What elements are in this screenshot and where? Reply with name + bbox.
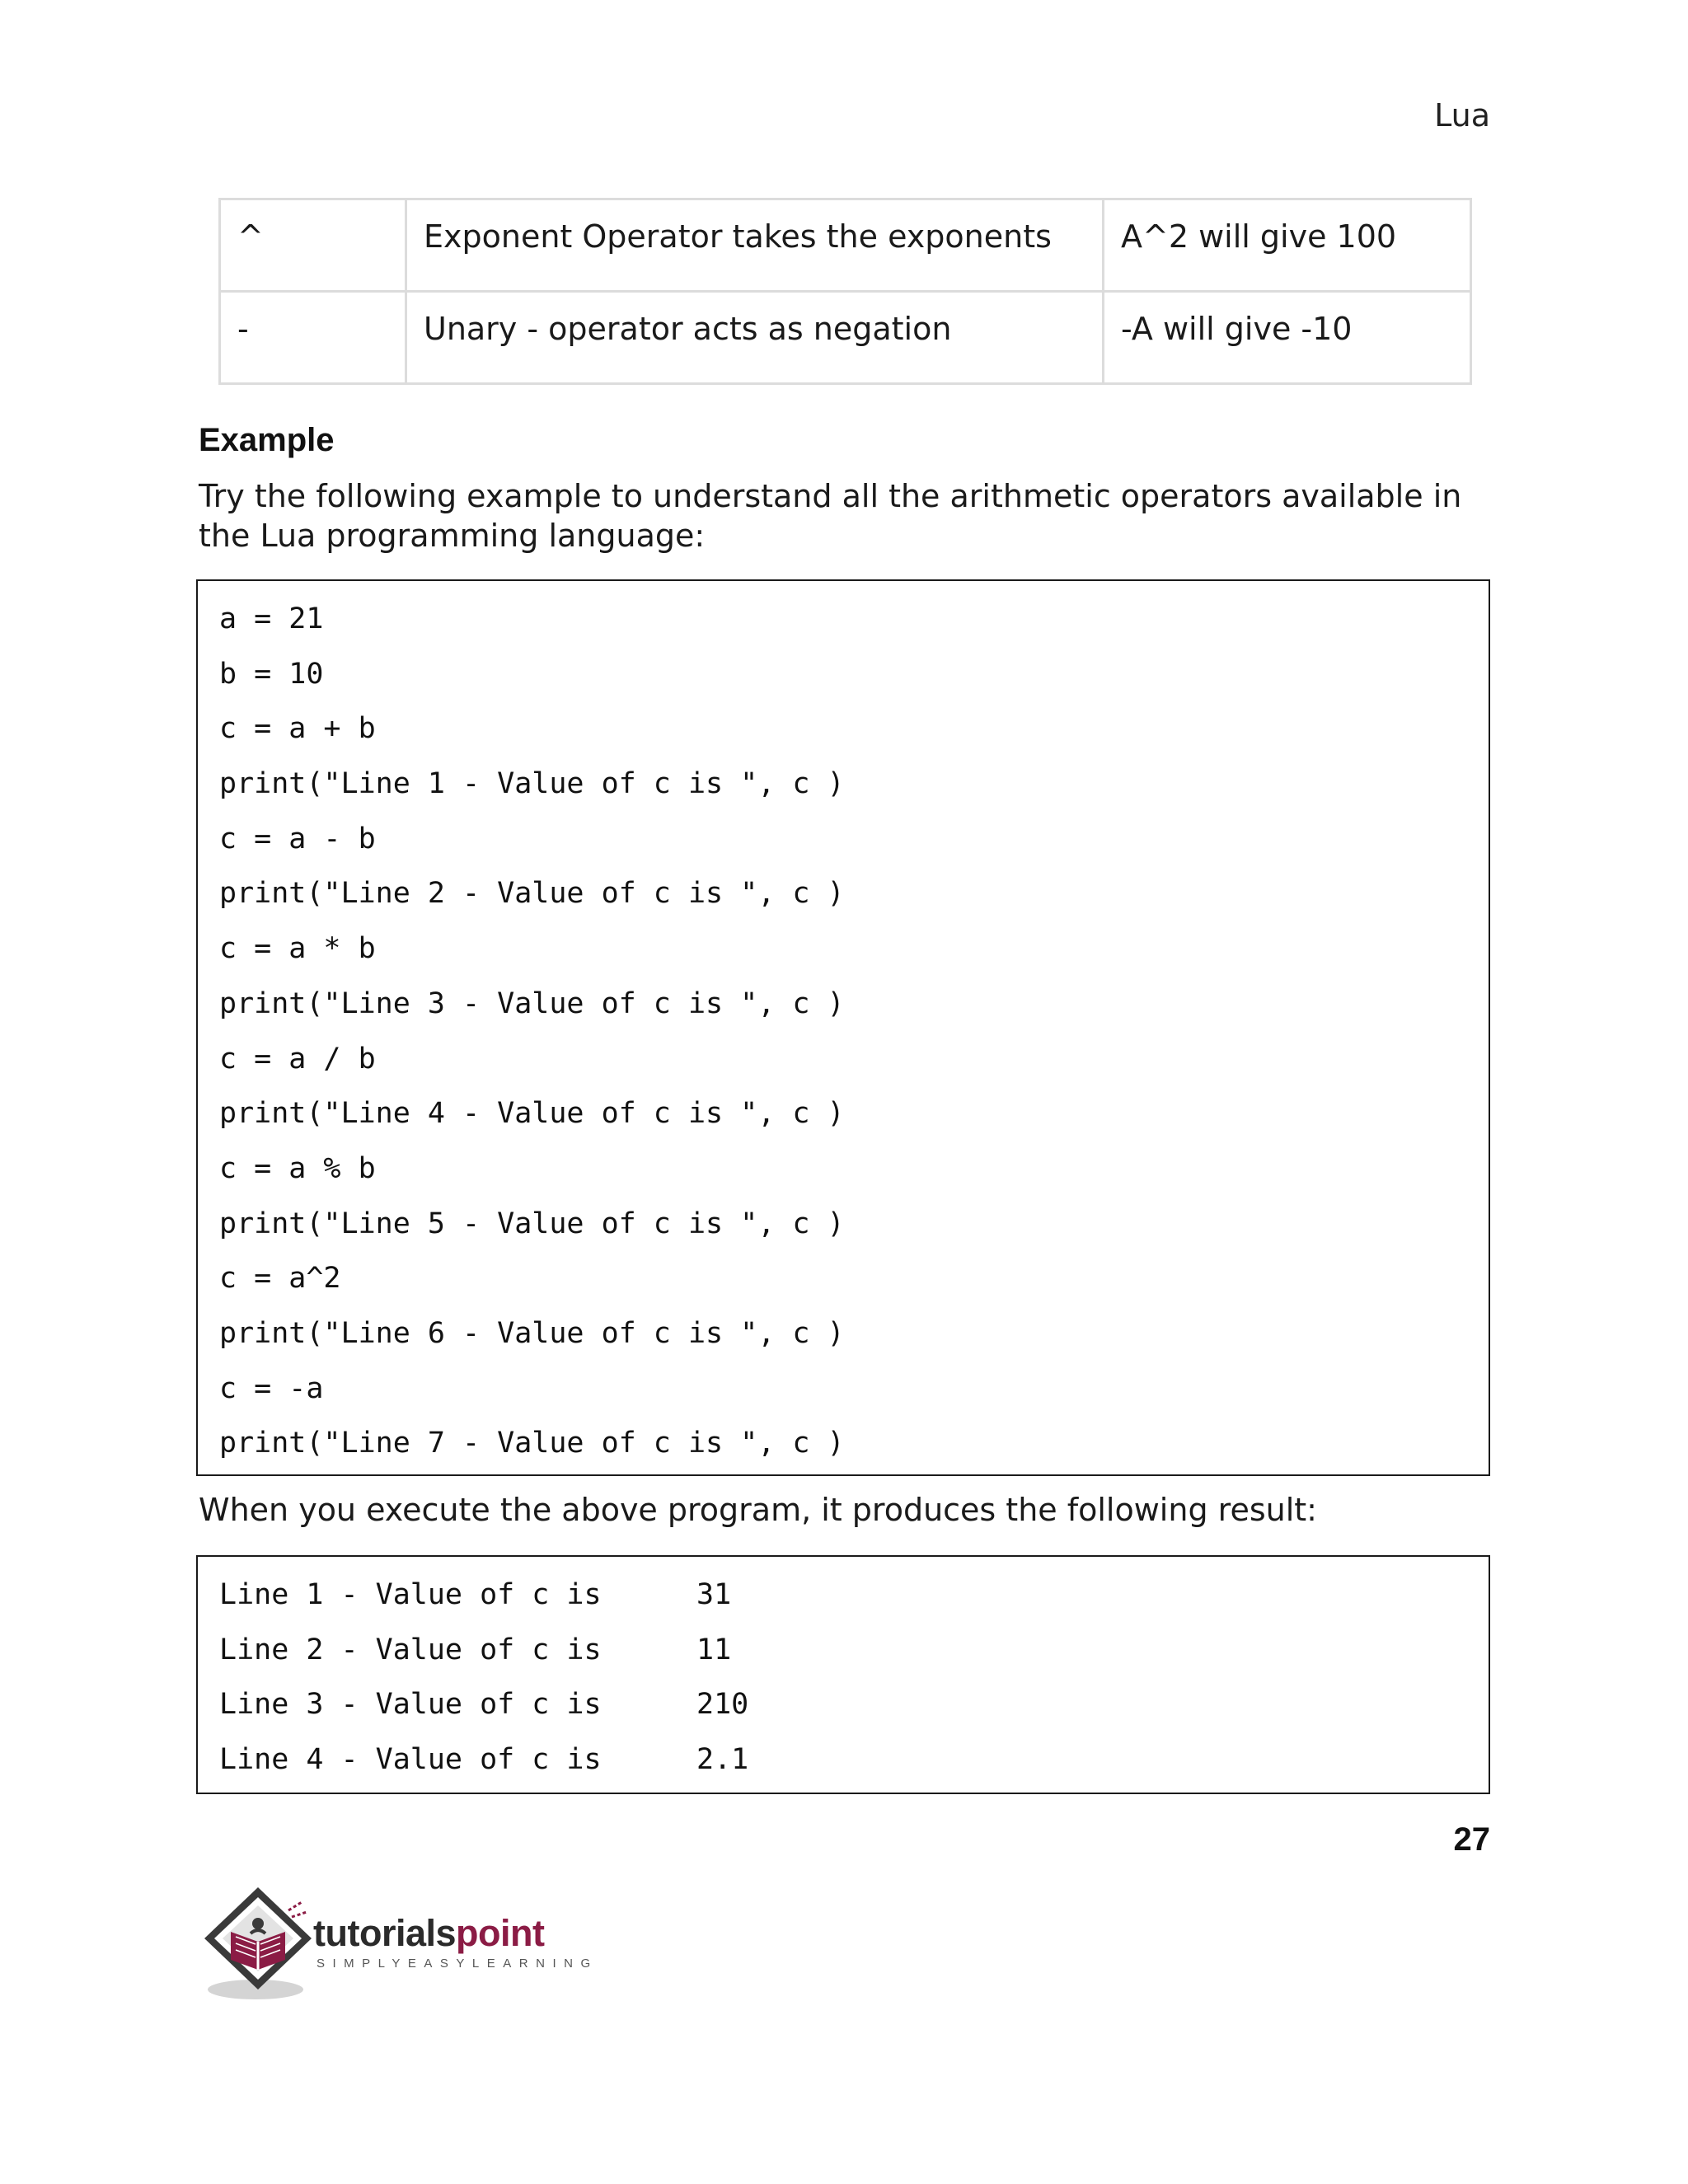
- output-value: 11: [696, 1633, 732, 1666]
- code-line: a = 21: [219, 602, 324, 635]
- example-cell: A^2 will give 100: [1104, 199, 1471, 292]
- logo-tagline: SIMPLYEASYLEARNING: [316, 1957, 598, 1971]
- logo-wordmark: [313, 1912, 544, 1955]
- output-line: [219, 1738, 1489, 1793]
- operator-cell: -: [220, 292, 406, 384]
- table-row: [220, 292, 1471, 384]
- code-line: c = a % b: [219, 1151, 376, 1185]
- output-value: 210: [696, 1688, 749, 1722]
- section-heading: Example: [199, 422, 335, 458]
- code-line: c = a^2: [219, 1262, 341, 1296]
- page-header-title: Lua: [1434, 97, 1490, 134]
- output-line: [219, 1629, 1489, 1684]
- code-line: print("Line 1 - Value of c is ", c ): [219, 767, 845, 801]
- tutorialspoint-logo: [196, 1881, 608, 2004]
- code-line: print("Line 3 - Value of c is ", c ): [219, 987, 845, 1020]
- code-line: print("Line 2 - Value of c is ", c ): [219, 877, 845, 911]
- page-number: 27: [1453, 1821, 1490, 1858]
- operator-table: [218, 198, 1472, 385]
- operator-cell: ^: [220, 199, 406, 292]
- code-line: print("Line 5 - Value of c is ", c ): [219, 1207, 845, 1240]
- logo-word-point: point: [456, 1912, 545, 1954]
- code-line: print("Line 6 - Value of c is ", c ): [219, 1316, 845, 1350]
- description-cell: Unary - operator acts as negation: [406, 292, 1104, 384]
- code-line: print("Line 4 - Value of c is ", c ): [219, 1097, 845, 1131]
- code-line: print("Line 7 - Value of c is ", c ): [219, 1427, 845, 1460]
- intro-paragraph: Try the following example to understand all the arithmetic operators available in the Lua programming language:: [199, 478, 1462, 554]
- logo-word-tutorials: tutorials: [313, 1912, 457, 1954]
- output-label: Line 4 - Value of c is: [219, 1743, 602, 1777]
- output-block: [196, 1555, 1490, 1794]
- code-line: c = a - b: [219, 822, 376, 855]
- code-line: c = -a: [219, 1371, 324, 1405]
- output-value: 31: [696, 1578, 732, 1611]
- output-value: 2.1: [696, 1743, 749, 1777]
- code-line: c = a + b: [219, 712, 376, 746]
- example-cell: -A will give -10: [1104, 292, 1471, 384]
- code-line: c = a * b: [219, 932, 376, 966]
- logo-emblem-icon: [196, 1881, 328, 2004]
- code-line: b = 10: [219, 657, 324, 691]
- result-paragraph: When you execute the above program, it produces the following result:: [199, 1492, 1317, 1528]
- output-label: Line 2 - Value of c is: [219, 1633, 602, 1666]
- description-cell: Exponent Operator takes the exponents: [406, 199, 1104, 292]
- output-label: Line 3 - Value of c is: [219, 1688, 602, 1722]
- code-line: c = a / b: [219, 1042, 376, 1076]
- table-row: [220, 199, 1471, 292]
- code-block: [196, 579, 1490, 1476]
- output-line: [219, 1573, 1489, 1629]
- output-label: Line 1 - Value of c is: [219, 1578, 602, 1611]
- output-line: [219, 1683, 1489, 1738]
